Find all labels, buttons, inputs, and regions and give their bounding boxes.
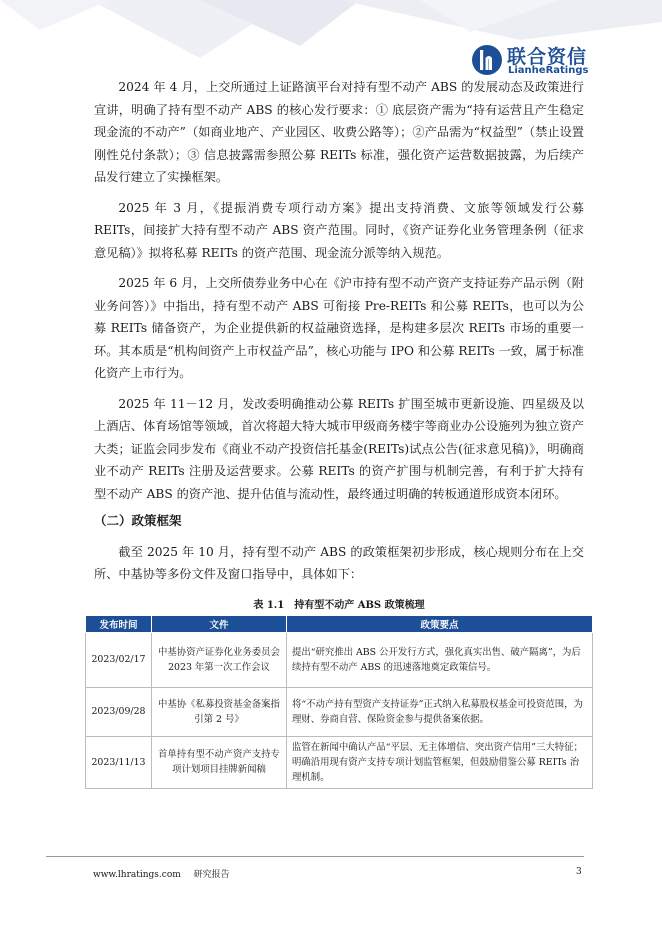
footer-info	[93, 867, 240, 880]
lianhe-logo-icon	[471, 44, 503, 76]
row-file: 首单持有型不动产资产支持专项计划项目挂牌新闻稿	[152, 736, 287, 788]
table-row	[86, 687, 593, 736]
brand-name-cn: 联合资信	[507, 46, 588, 68]
header-date: 发布时间	[86, 615, 152, 632]
row-date: 2023/09/28	[86, 687, 152, 736]
brand-name-en: LianheRatings	[508, 65, 589, 76]
footer-website: www.lhratings.com	[93, 870, 181, 880]
row-point: 将“不动产持有型资产支持证券”正式纳入私募股权基金可投资范围，为理财、券商自营、保险资金参与提供备案依据。	[287, 687, 593, 736]
table-row	[86, 736, 593, 788]
row-date: 2023/11/13	[86, 736, 152, 788]
header-file: 文件	[152, 615, 287, 632]
table-caption: 表 1.1 持有型不动产 ABS 政策梳理	[253, 599, 425, 611]
table-header-row	[86, 615, 593, 632]
paragraph-3: 2025 年 6 月，上交所债券业务中心在《沪市持有型不动产资产支持证券产品示例（附业务问答）》中指出，持有型不动产 ABS 可衔接 Pre-REITs 和公募 REITs，也可以为公募 REITs 储备资产，为企业提供新的权益融资选择，是构建多层次 REITs 市场的重要一环。其本质是“机构间资产上市权益产品”，核心功能与 IPO 和公募 REITs 一致，属于标准化资产上市行为。	[94, 276, 584, 380]
paragraph-1: 2024 年 4 月，上交所通过上证路演平台对持有型不动产 ABS 的发展动态及政策进行宣讲，明确了持有型不动产 ABS 的核心发行要求：① 底层资产需为“持有运营且产生稳定现金流的不动产”（如商业地产、产业园区、收费公路等）；②产品需为“权益型”（禁止设置刚性兑付条款）；③ 信息披露需参照公募 REITs 标准，强化资产运营数据披露，为后续产品发行建立了实操框架。	[94, 80, 584, 184]
footer-doc-type: 研究报告	[193, 870, 230, 880]
paragraph-4: 2025 年 11－12 月，发改委明确推动公募 REITs 扩围至城市更新设施、四星级及以上酒店、体育场馆等领域，首次将超大特大城市甲级商务楼宇等商业办公设施列为独立资产大类；证监会同步发布《商业不动产投资信托基金(REITs)试点公告(征求意见稿)》，明确商业不动产 REITs 注册及运营要求。公募 REITs 的资产扩围与机制完善，有利于扩大持有型不动产 ABS 的资产池、提升估值与流动性，最终通过明确的转板通道形成资本闭环。	[94, 396, 584, 501]
lianhe-logo	[471, 40, 621, 80]
header-point: 政策要点	[287, 615, 593, 632]
row-file: 中基协《私募投资基金备案指引第 2 号》	[152, 687, 287, 736]
section-heading: （二）政策框架	[94, 513, 182, 528]
table-row	[86, 632, 593, 687]
row-date: 2023/02/17	[86, 632, 152, 687]
intro-paragraph: 截至 2025 年 10 月，持有型不动产 ABS 的政策框架初步形成，核心规则分布在上交所、中基协等多份文件及窗口指导中，具体如下：	[94, 544, 584, 581]
report-body	[91, 76, 584, 789]
row-file: 中基协资产证券化业务委员会 2023 年第一次工作会议	[152, 632, 287, 687]
paragraph-2: 2025 年 3 月，《提振消费专项行动方案》提出支持消费、文旅等领域发行公募 REITs，间接扩大持有型不动产 ABS 资产范围。同时，《资产证券化业务管理条例（征求意见稿）》拟将私募 REITs 的资产范围、现金流分派等纳入规范。	[94, 200, 584, 260]
row-point: 监管在新闻中确认产品“平层、无主体增信、突出资产信用”三大特征；明确沿用现有资产支持专项计划监管框架，但鼓励借鉴公募 REITs 治理机制。	[287, 736, 593, 788]
page-number: 3	[576, 867, 582, 877]
footer-divider	[46, 856, 584, 857]
policy-table	[85, 615, 593, 789]
row-point: 提出“研究推出 ABS 公开发行方式，强化真实出售、破产隔离”，为后续持有型不动产 ABS 的迅速落地奠定政策信号。	[287, 632, 593, 687]
